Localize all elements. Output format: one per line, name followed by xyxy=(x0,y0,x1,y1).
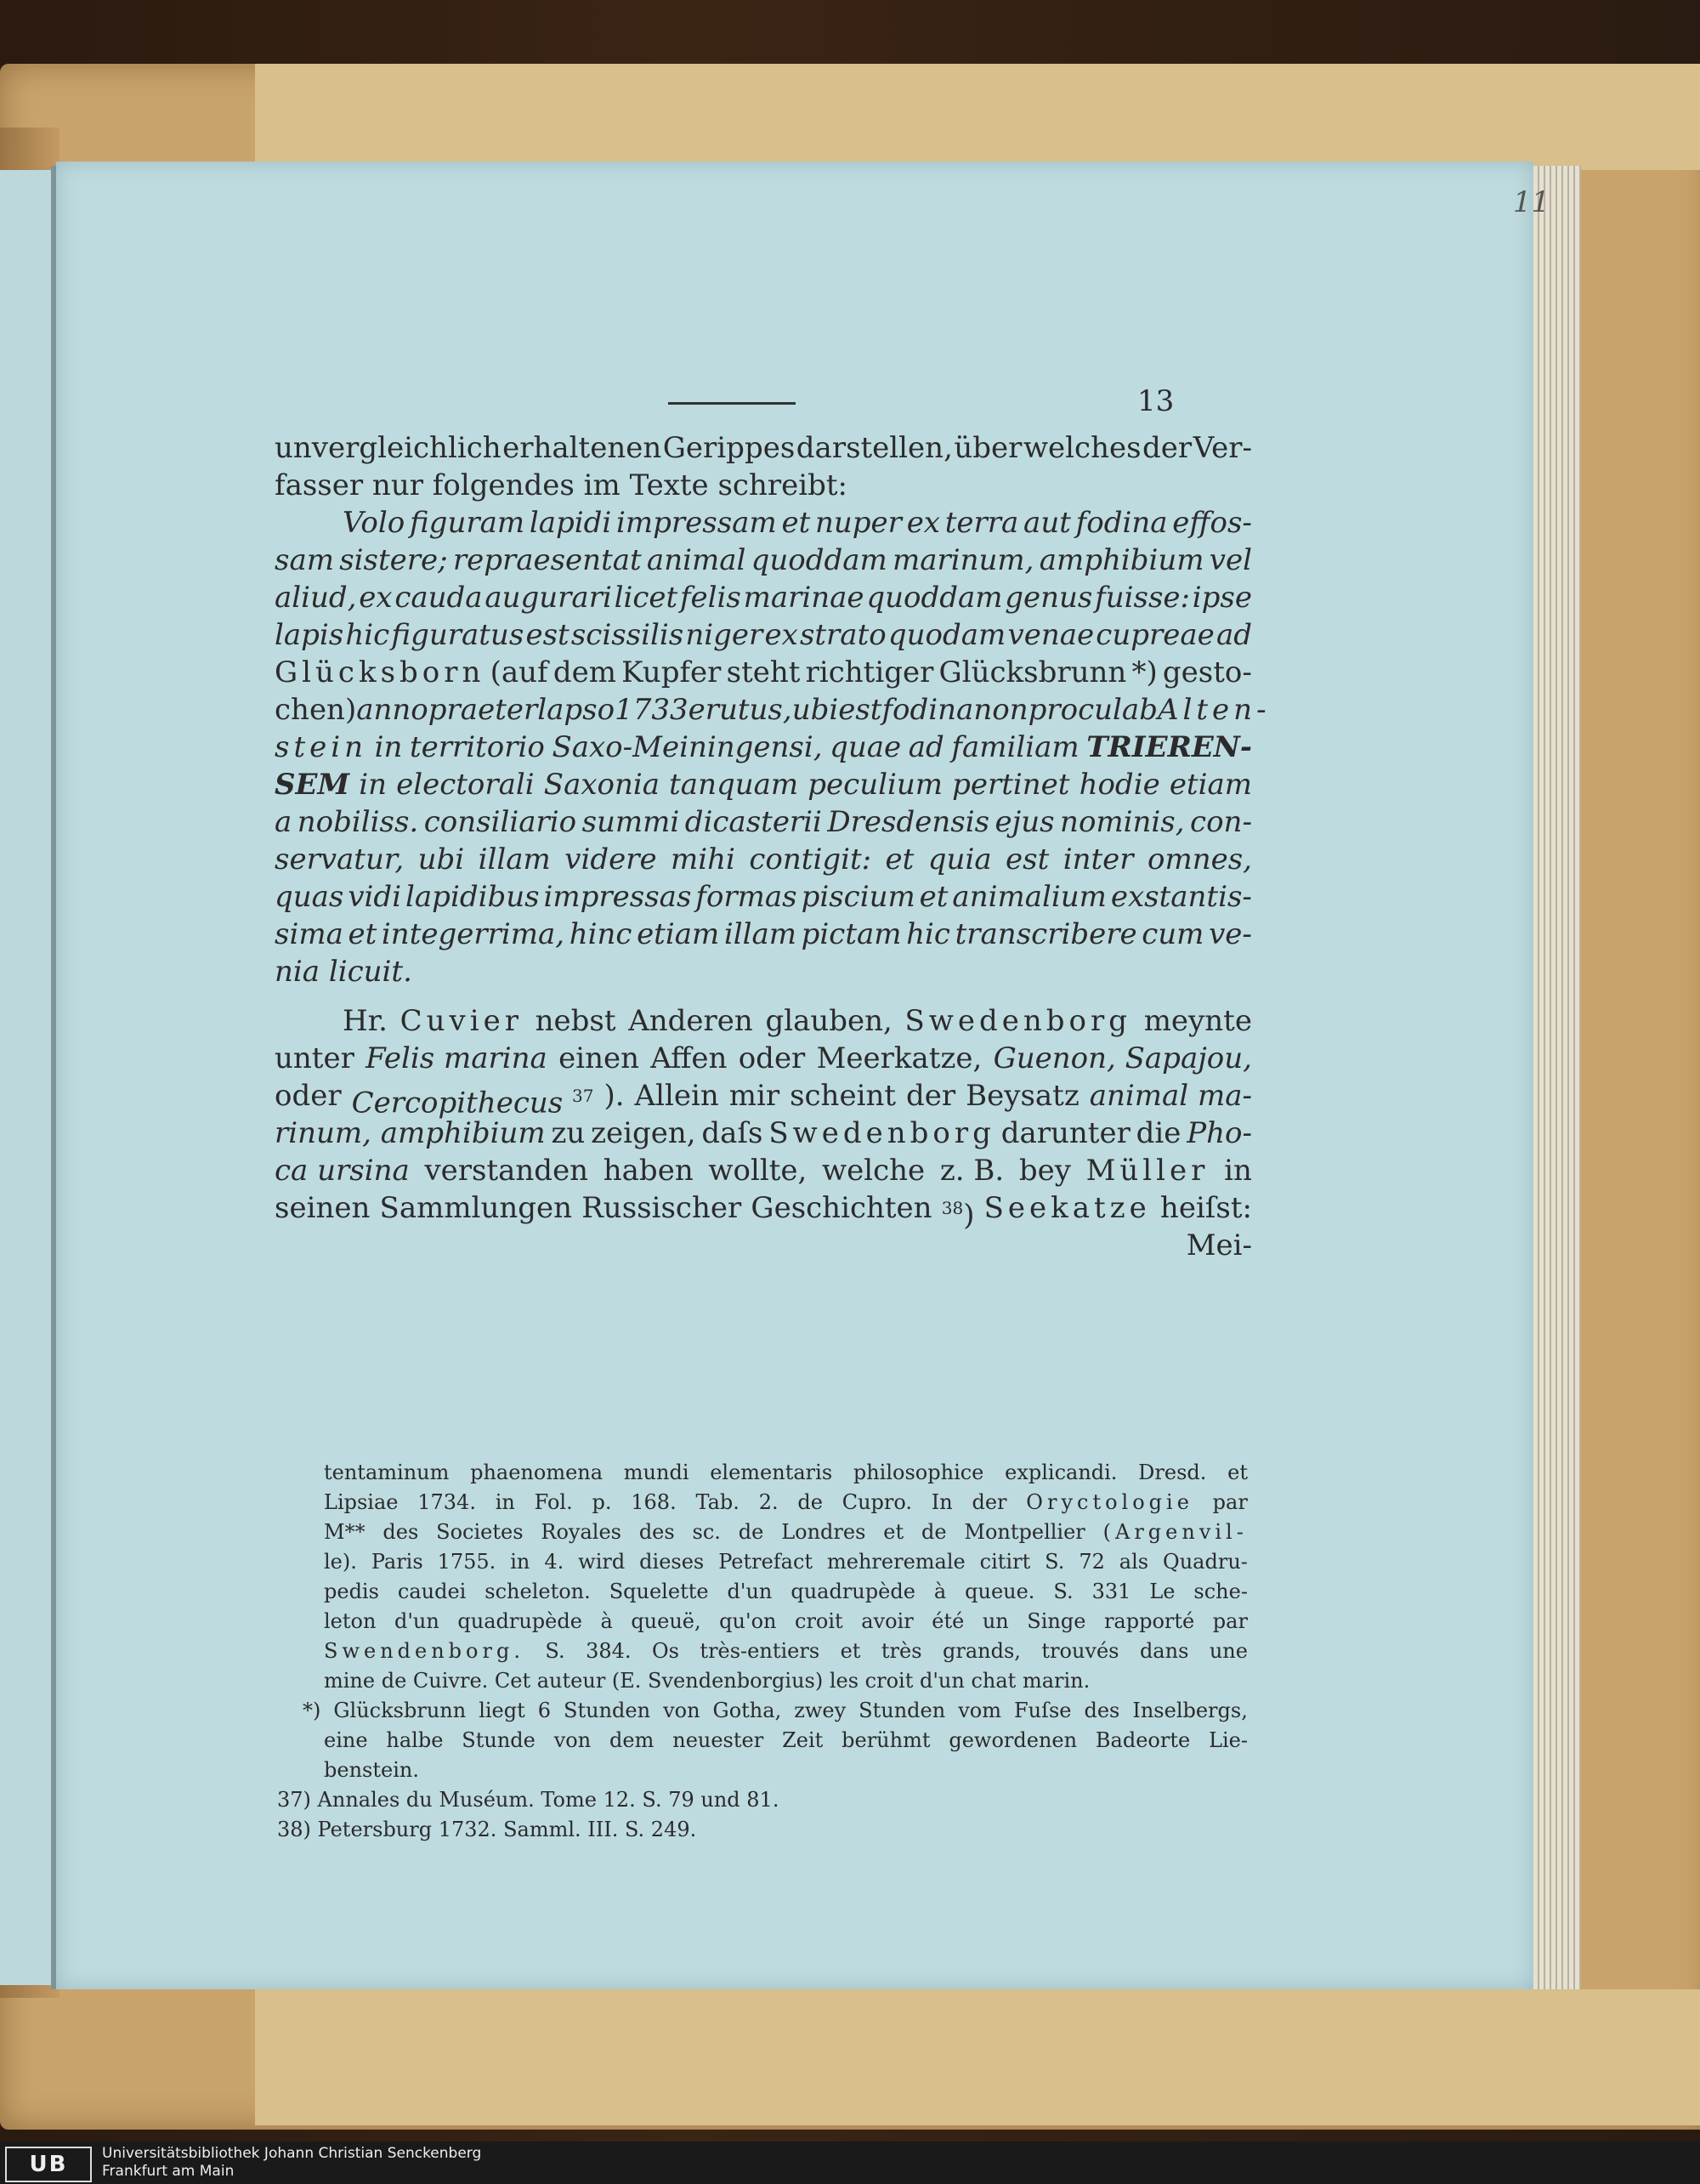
quote-line: lapis hic figuratus est scissilis niger ex strato quodam venae cupreae ad xyxy=(275,618,1252,652)
footnote-38: 38) Petersburg 1732. Samml. III. S. 249. xyxy=(277,1818,697,1841)
library-footer-bar xyxy=(0,2141,1700,2184)
footnotes xyxy=(277,1458,1248,1845)
quote-line: sam sistere; repraesentat animal quoddam marinum, amphibium vel xyxy=(275,543,1252,577)
footnote-line: pedis caudei scheleton. Squelette d'un quadrupède à queue. S. 331 Le sche- xyxy=(324,1580,1248,1603)
quote-line: quas vidi lapidibus impressas formas piscium et animalium exstantis- xyxy=(275,880,1252,914)
page-number: 13 xyxy=(1137,384,1175,418)
footnote-line: tentaminum phaenomena mundi elementaris philosophice explicandi. Dresd. et xyxy=(324,1461,1248,1484)
text-line: rinum, amphibium zu zeigen, daſs Swedenborg darunter die Pho- xyxy=(275,1116,1252,1150)
footnote-line: le). Paris 1755. in 4. wird dieses Petrefact mehreremale citirt S. 72 als Quadru- xyxy=(324,1550,1248,1574)
text-line: oder Cercopithecus $^{37}$ ). Allein mir scheint der Beysatz animal ma- xyxy=(275,1079,1252,1120)
footnote-line: *) Glücksbrunn liegt 6 Stunden von Gotha, zwey Stunden vom Fuſse des Inselbergs, xyxy=(303,1699,1248,1722)
quote-line: Glücksborn (auf dem Kupfer steht richtiger Glücksbrunn *) gesto- xyxy=(275,655,1252,689)
text-line: fasser nur folgendes im Texte schreibt: xyxy=(275,468,848,502)
footnote-line: benstein. xyxy=(324,1758,419,1782)
header-rule xyxy=(668,402,796,405)
footnote-line: leton d'un quadrupède à queuë, qu'on croit avoir été un Singe rapporté par xyxy=(324,1609,1248,1633)
quote-line: aliud, ex cauda augurari licet felis marinae quoddam genus fuisse: ipse xyxy=(275,581,1252,615)
quote-line: stein in territorio Saxo-Meiningensi, quae ad familiam TRIEREN- xyxy=(275,730,1252,764)
text-line: Hr. Cuvier nebst Anderen glauben, Swedenborg meynte xyxy=(343,1004,1252,1038)
pencil-folio-number: 11 xyxy=(1513,185,1550,219)
quote-line: chen) anno praeterlapso 1733 erutus, ubi est fodina non procul ab Alten- xyxy=(275,693,1271,727)
cover-board-bottom xyxy=(255,1989,1700,2125)
footnote-line: Lipsiae 1734. in Fol. p. 168. Tab. 2. de Cupro. In der Oryctologie par xyxy=(324,1490,1248,1514)
quote-line: SEM in electorali Saxonia tanquam peculium pertinet hodie etiam xyxy=(275,768,1252,802)
left-page-edge xyxy=(0,170,53,1985)
cover-board-top xyxy=(255,64,1700,170)
ub-logo: UB xyxy=(5,2147,92,2182)
footnote-line: mine de Cuivre. Cet auteur (E. Svendenborgius) les croit d'un chat marin. xyxy=(324,1669,1091,1693)
footnote-37: 37) Annales du Muséum. Tome 12. S. 79 und 81. xyxy=(277,1788,779,1812)
quote-line: Volo figuram lapidi impressam et nuper ex terra aut fodina effos- xyxy=(343,506,1252,540)
text-line: unvergleichlich erhaltenen Gerippes darstellen, über welches der Ver- xyxy=(275,431,1252,465)
book-page xyxy=(56,162,1550,1989)
footnote-ref: 38 xyxy=(941,1198,964,1218)
text-line: unter Felis marina einen Affen oder Meerkatze, Guenon, Sapajou, xyxy=(275,1041,1252,1075)
quote-line: sima et integerrima, hinc etiam illam pictam hic transcribere cum ve- xyxy=(275,917,1252,951)
quote-line: nia licuit. xyxy=(275,955,412,989)
catchword: Mei- xyxy=(1186,1228,1252,1262)
footnote-line: eine halbe Stunde von dem neuester Zeit berühmt gewordenen Badeorte Lie- xyxy=(324,1728,1248,1752)
quote-line: a nobiliss. consiliario summi dicasterii Dresdensis ejus nominis, con- xyxy=(275,805,1252,839)
main-text xyxy=(275,429,1271,1264)
footnote-line: Swendenborg. S. 384. Os très-entiers et très grands, trouvés dans une xyxy=(324,1639,1248,1663)
text-line: seinen Sammlungen Russischer Geschichten $^{38}$) Seekatze heiſst: xyxy=(275,1191,1252,1233)
footnote-ref: 37 xyxy=(572,1086,594,1106)
quote-line: servatur, ubi illam videre mihi contigit: et quia est inter omnes, xyxy=(275,842,1252,876)
footnote-line: M** des Societes Royales des sc. de Londres et de Montpellier (Argenvil- xyxy=(324,1520,1248,1544)
text-line: ca ursina verstanden haben wollte, welche z. B. bey Müller in xyxy=(275,1154,1252,1188)
library-credit: Universitätsbibliothek Johann Christian Senckenberg Frankfurt am Main xyxy=(102,2145,482,2180)
